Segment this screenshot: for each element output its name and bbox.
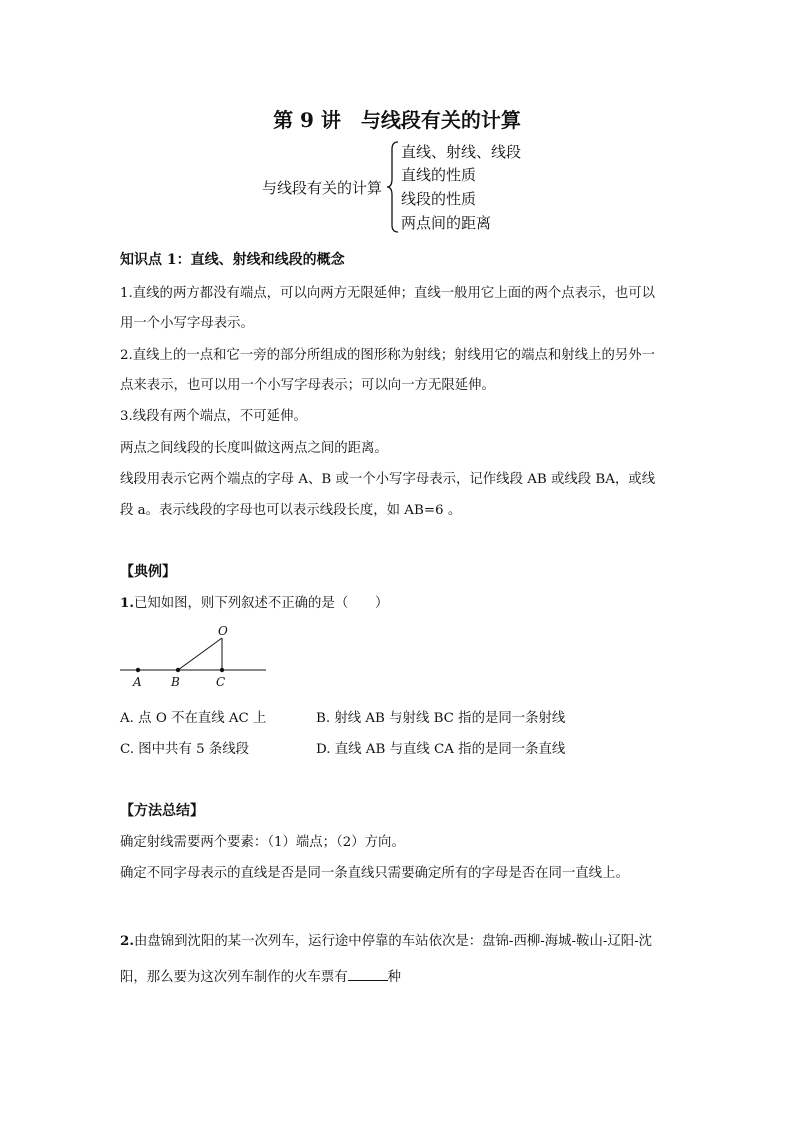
paragraph-line: 1.直线的两方都没有端点，可以向两方无限延伸；直线一般用它上面的两个点表示，也可以 (120, 286, 656, 301)
question-text: 已知如图，则下列叙述不正确的是（ ） (133, 596, 389, 611)
question-1-stem (120, 592, 388, 611)
method-heading: 【方法总结】 (120, 803, 204, 819)
option-c: C. 图中共有 5 条线段 (120, 742, 250, 757)
paragraph-line: 两点之间线段的长度叫做这两点之间的距离。 (120, 441, 388, 456)
method-line: 确定射线需要两个要素：（1）端点；（2）方向。 (120, 835, 405, 850)
paragraph-line: 3.线段有两个端点，不可延伸。 (120, 409, 307, 424)
option-a: A. 点 O 不在直线 AC 上 (120, 711, 267, 726)
overview-item: 线段的性质 (401, 190, 477, 208)
paragraph-line: 线段用表示它两个端点的字母 A、B 或一个小写字母表示，记作线段 AB 或线段 BA，或线 (120, 472, 656, 487)
overview-item: 直线、射线、线段 (401, 143, 522, 161)
label-b: B (171, 675, 180, 689)
point-a (136, 668, 140, 672)
question-2-line1 (120, 930, 652, 949)
paragraph-line: 点来表示，也可以用一个小写字母表示；可以向一方无限延伸。 (120, 378, 495, 393)
question-text: 由盘锦到沈阳的某一次列车，运行途中停靠的车站依次是：盘锦-西柳-海城-鞍山-辽阳-沈 (133, 934, 653, 949)
option-b: B. 射线 AB 与射线 BC 指的是同一条射线 (316, 711, 566, 726)
question-number: 2. (120, 933, 134, 949)
brace-icon (386, 141, 400, 233)
point-c (220, 668, 224, 672)
question-text: 种 (387, 970, 402, 985)
overview-item: 两点间的距离 (401, 214, 492, 232)
paragraph-line: 段 a。表示线段的字母也可以表示线段长度，如 AB=6 。 (120, 503, 462, 518)
paragraph-line: 2.直线上的一点和它一旁的部分所组成的图形称为射线；射线用它的端点和射线上的另外一 (120, 348, 656, 363)
paragraph-line: 用一个小写字母表示。 (120, 316, 254, 331)
example-heading: 【典例】 (120, 564, 176, 580)
label-a: A (133, 675, 142, 689)
label-c: C (216, 675, 226, 689)
option-d: D. 直线 AB 与直线 CA 指的是同一条直线 (316, 742, 566, 757)
question-text: 阳，那么要为这次列车制作的火车票有 (120, 970, 348, 985)
question-2-line2 (120, 966, 401, 985)
segment-bo (178, 638, 222, 670)
question-number: 1. (120, 595, 134, 611)
overview-item: 直线的性质 (401, 166, 477, 184)
label-o: O (218, 624, 228, 638)
page-title: 第 9 讲 与线段有关的计算 (273, 108, 521, 132)
answer-blank[interactable] (348, 968, 388, 981)
method-line: 确定不同字母表示的直线是否是同一条直线只需要确定所有的字母是否在同一直线上。 (120, 866, 629, 881)
point-b (176, 668, 180, 672)
section-heading: 知识点 1：直线、射线和线段的概念 (120, 252, 345, 268)
overview-root: 与线段有关的计算 (262, 179, 383, 197)
